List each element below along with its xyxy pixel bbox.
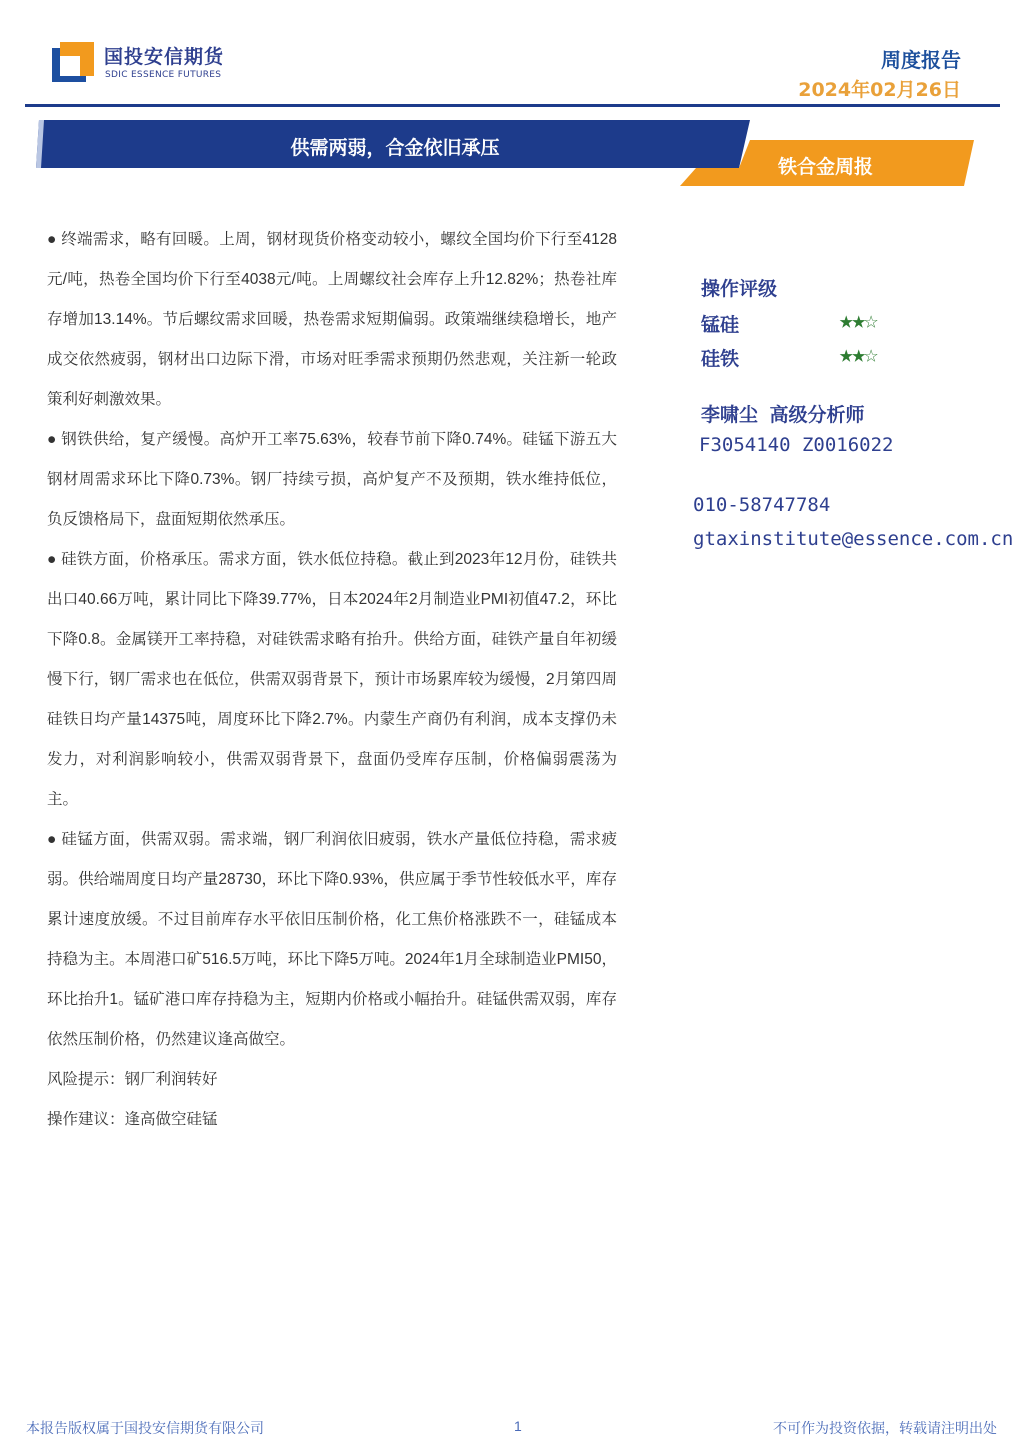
- paragraph-silicomanganese: ● 硅锰方面，供需双弱。需求端，钢厂利润依旧疲弱，铁水产量低位持稳，需求疲弱。供给端周度日均产量28730，环比下降0.93%，供应属于季节性较低水平，库存累计速度放缓。不过目前库存水平依旧压制价格，化工焦价格涨跌不一，硅锰成本持稳为主。本周港口矿516.5万吨，环比下降5万吨。2024年1月全球制造业PMI50，环比抬升1。锰矿港口库存持稳为主，短期内价格或小幅抬升。硅锰供需双弱，库存依然压制价格，仍然建议逢高做空。: [47, 831, 617, 1048]
- report-body: [47, 220, 617, 1140]
- rating-label: 硅铁: [701, 348, 740, 370]
- page-number: 1: [514, 1418, 522, 1434]
- paragraph-demand: ● 终端需求，略有回暖。上周，钢材现货价格变动较小，螺纹全国均价下行至4128元/吨，热卷全国均价下行至4038元/吨。上周螺纹社会库存上升12.82%；热卷社库存增加13.14%。节后螺纹需求回暖，热卷需求短期偏弱。政策端继续稳增长，地产成交依然疲弱，钢材出口边际下滑，市场对旺季需求预期仍然悲观，关注新一轮政策利好刺激效果。: [47, 231, 617, 408]
- paragraph-ferrosilicon: ● 硅铁方面，价格承压。需求方面，铁水低位持稳。截止到2023年12月份，硅铁共出口40.66万吨，累计同比下降39.77%，日本2024年2月制造业PMI初值47.2，环比下降0.8。金属镁开工率持稳，对硅铁需求略有抬升。供给方面，硅铁产量自年初缓慢下行，钢厂需求也在低位，供需双弱背景下，预计市场累库较为缓慢，2月第四周硅铁日均产量14375吨，周度环比下降2.7%。内蒙生产商仍有利润，成本支撑仍未发力，对利润影响较小，供需双弱背景下，盘面仍受库存压制，价格偏弱震荡为主。: [47, 551, 617, 808]
- logo-en-text: SDIC ESSENCE FUTURES: [105, 70, 222, 80]
- rating-label: 锰硅: [701, 314, 740, 336]
- operation-advice: 操作建议：逢高做空硅锰: [47, 1111, 218, 1128]
- logo-mark-icon: [52, 42, 94, 84]
- footer-disclaimer: 不可作为投资依据，转载请注明出处: [773, 1420, 997, 1436]
- analyst-license: F3054140 Z0016022: [699, 434, 894, 456]
- contact-phone: 010-58747784: [693, 494, 831, 516]
- report-category-tag: 铁合金周报: [778, 156, 874, 178]
- report-date: 2024年02月26日: [798, 79, 961, 101]
- star-rating-icon: ★★☆: [839, 340, 877, 368]
- risk-warning: 风险提示：钢厂利润转好: [47, 1071, 218, 1088]
- header-divider: [25, 104, 1000, 107]
- rating-row-silicomanganese: [701, 306, 931, 340]
- rating-title: 操作评级: [701, 278, 778, 300]
- logo-cn-text: 国投安信期货: [104, 46, 225, 68]
- report-headline: 供需两弱，合金依旧承压: [290, 137, 500, 159]
- report-type: 周度报告: [881, 48, 961, 72]
- star-rating-icon: ★★☆: [839, 306, 877, 334]
- footer-copyright: 本报告版权属于国投安信期货有限公司: [26, 1420, 264, 1436]
- company-logo: [52, 40, 232, 86]
- rating-row-ferrosilicon: [701, 340, 931, 374]
- paragraph-supply: ● 钢铁供给，复产缓慢。高炉开工率75.63%，较春节前下降0.74%。硅锰下游五大钢材周需求环比下降0.73%。钢厂持续亏损，高炉复产不及预期，铁水维持低位，负反馈格局下，盘面短期依然承压。: [47, 431, 617, 528]
- analyst-name: 李啸尘 高级分析师: [701, 404, 865, 426]
- contact-email[interactable]: gtaxinstitute@essence.com.cn: [693, 528, 1014, 550]
